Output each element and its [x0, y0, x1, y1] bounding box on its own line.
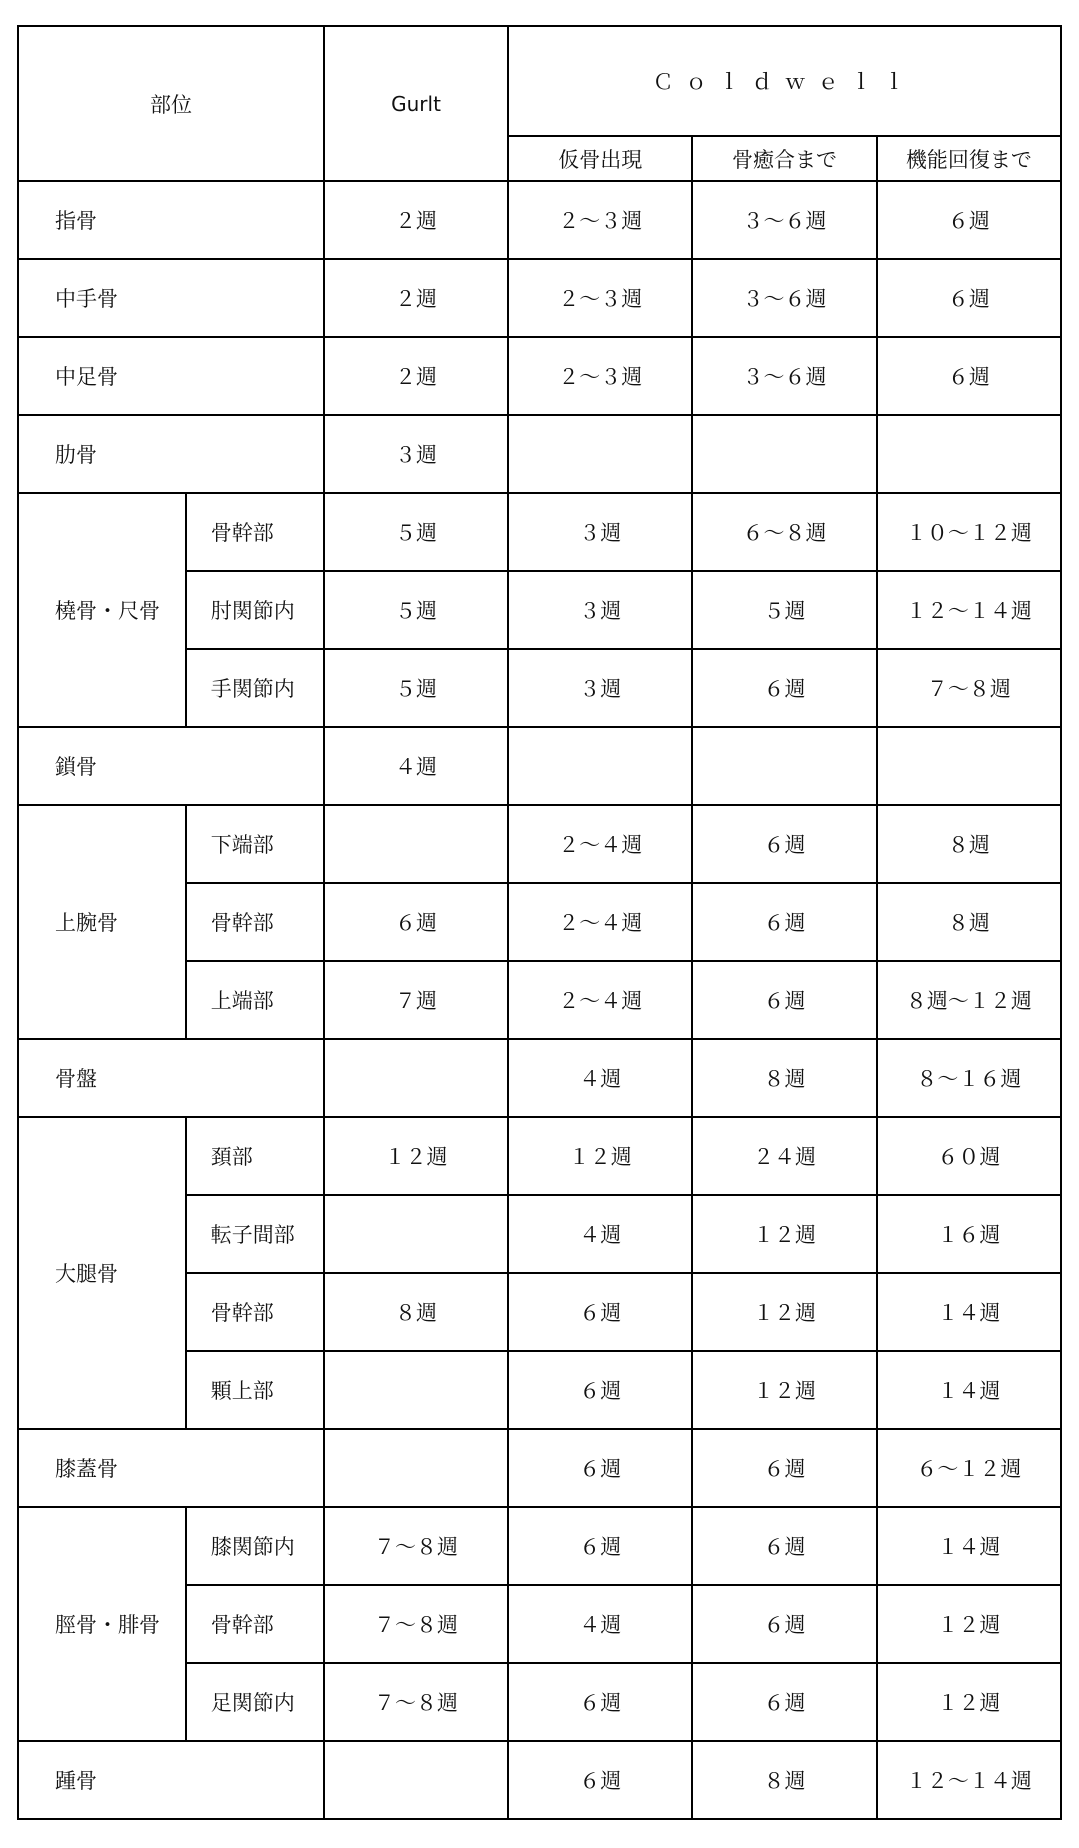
gurlt-cell: ５週	[324, 649, 508, 727]
subsite-cell: 足関節内	[186, 1663, 324, 1741]
table-row	[18, 259, 1061, 337]
union-cell: １２週	[692, 1351, 876, 1429]
subsite-cell: 骨幹部	[186, 493, 324, 571]
recovery-cell: ８週	[877, 883, 1061, 961]
gurlt-cell	[324, 1195, 508, 1273]
union-cell: １２週	[692, 1195, 876, 1273]
callus-cell: ６週	[508, 1429, 692, 1507]
site-cell: 中手骨	[18, 259, 324, 337]
callus-cell: ２〜４週	[508, 883, 692, 961]
union-cell: ２４週	[692, 1117, 876, 1195]
subsite-cell: 上端部	[186, 961, 324, 1039]
union-cell: ６週	[692, 1585, 876, 1663]
site-cell: 鎖骨	[18, 727, 324, 805]
recovery-cell: ６〜１２週	[877, 1429, 1061, 1507]
site-cell: 中足骨	[18, 337, 324, 415]
callus-cell: ２〜３週	[508, 181, 692, 259]
gurlt-cell: ２週	[324, 337, 508, 415]
header-gurlt: Gurlt	[324, 26, 508, 181]
subsite-cell: 転子間部	[186, 1195, 324, 1273]
union-cell: ６週	[692, 649, 876, 727]
table-row	[18, 1429, 1061, 1507]
site-cell: 大腿骨	[18, 1117, 186, 1429]
callus-cell: ６週	[508, 1663, 692, 1741]
table-row	[18, 805, 1061, 883]
union-cell: ５週	[692, 571, 876, 649]
union-cell: ６週	[692, 1507, 876, 1585]
subsite-cell: 骨幹部	[186, 883, 324, 961]
header-callus: 仮骨出現	[508, 136, 692, 181]
gurlt-cell	[324, 805, 508, 883]
subsite-cell: 頚部	[186, 1117, 324, 1195]
gurlt-cell: ７〜８週	[324, 1507, 508, 1585]
site-cell: 指骨	[18, 181, 324, 259]
union-cell: １２週	[692, 1273, 876, 1351]
callus-cell: ４週	[508, 1195, 692, 1273]
union-cell: ８週	[692, 1741, 876, 1819]
subsite-cell: 顆上部	[186, 1351, 324, 1429]
gurlt-cell: ５週	[324, 571, 508, 649]
callus-cell	[508, 415, 692, 493]
recovery-cell	[877, 727, 1061, 805]
union-cell: ３〜６週	[692, 337, 876, 415]
table-row	[18, 337, 1061, 415]
callus-cell: ６週	[508, 1507, 692, 1585]
recovery-cell: ６０週	[877, 1117, 1061, 1195]
site-cell: 肋骨	[18, 415, 324, 493]
gurlt-cell: ２週	[324, 181, 508, 259]
gurlt-cell: ７〜８週	[324, 1663, 508, 1741]
gurlt-cell: ３週	[324, 415, 508, 493]
table-row	[18, 493, 1061, 571]
table-row	[18, 1741, 1061, 1819]
callus-cell: ６週	[508, 1741, 692, 1819]
recovery-cell: １２〜１４週	[877, 1741, 1061, 1819]
gurlt-cell	[324, 1429, 508, 1507]
header-site: 部位	[18, 26, 324, 181]
recovery-cell: １２週	[877, 1663, 1061, 1741]
gurlt-cell	[324, 1039, 508, 1117]
recovery-cell: ７〜８週	[877, 649, 1061, 727]
callus-cell: ２〜３週	[508, 259, 692, 337]
gurlt-cell: ７〜８週	[324, 1585, 508, 1663]
header-coldwell: Ｃｏｌｄｗｅｌｌ	[508, 26, 1061, 136]
callus-cell: ２〜３週	[508, 337, 692, 415]
union-cell: ６週	[692, 805, 876, 883]
site-cell: 膝蓋骨	[18, 1429, 324, 1507]
gurlt-cell	[324, 1741, 508, 1819]
gurlt-cell	[324, 1351, 508, 1429]
union-cell: ６〜８週	[692, 493, 876, 571]
gurlt-cell: ５週	[324, 493, 508, 571]
callus-cell: ２〜４週	[508, 961, 692, 1039]
callus-cell: ６週	[508, 1273, 692, 1351]
callus-cell: １２週	[508, 1117, 692, 1195]
header-recovery: 機能回復まで	[877, 136, 1061, 181]
table-row	[18, 1039, 1061, 1117]
union-cell: ６週	[692, 1429, 876, 1507]
gurlt-cell: １２週	[324, 1117, 508, 1195]
subsite-cell: 下端部	[186, 805, 324, 883]
site-cell: 脛骨・腓骨	[18, 1507, 186, 1741]
union-cell: ３〜６週	[692, 181, 876, 259]
gurlt-cell: ６週	[324, 883, 508, 961]
recovery-cell: １６週	[877, 1195, 1061, 1273]
union-cell	[692, 727, 876, 805]
recovery-cell: ６週	[877, 337, 1061, 415]
callus-cell: ３週	[508, 571, 692, 649]
table-row	[18, 1507, 1061, 1585]
union-cell: ６週	[692, 883, 876, 961]
header-row	[18, 26, 1061, 136]
recovery-cell: １２週	[877, 1585, 1061, 1663]
recovery-cell: ８週	[877, 805, 1061, 883]
subsite-cell: 手関節内	[186, 649, 324, 727]
table-row	[18, 727, 1061, 805]
subsite-cell: 肘関節内	[186, 571, 324, 649]
callus-cell: ３週	[508, 649, 692, 727]
site-cell: 踵骨	[18, 1741, 324, 1819]
gurlt-cell: ２週	[324, 259, 508, 337]
callus-cell: ３週	[508, 493, 692, 571]
gurlt-cell: ７週	[324, 961, 508, 1039]
callus-cell: ６週	[508, 1351, 692, 1429]
union-cell: ６週	[692, 1663, 876, 1741]
callus-cell: ４週	[508, 1585, 692, 1663]
union-cell: ８週	[692, 1039, 876, 1117]
gurlt-cell: ４週	[324, 727, 508, 805]
site-cell: 橈骨・尺骨	[18, 493, 186, 727]
union-cell: ６週	[692, 961, 876, 1039]
gurlt-cell: ８週	[324, 1273, 508, 1351]
recovery-cell: ６週	[877, 259, 1061, 337]
site-cell: 骨盤	[18, 1039, 324, 1117]
callus-cell: ２〜４週	[508, 805, 692, 883]
recovery-cell: ８週〜１２週	[877, 961, 1061, 1039]
fracture-healing-table	[17, 25, 1062, 1820]
recovery-cell: １４週	[877, 1351, 1061, 1429]
union-cell: ３〜６週	[692, 259, 876, 337]
recovery-cell: １４週	[877, 1507, 1061, 1585]
recovery-cell	[877, 415, 1061, 493]
subsite-cell: 膝関節内	[186, 1507, 324, 1585]
callus-cell	[508, 727, 692, 805]
subsite-cell: 骨幹部	[186, 1585, 324, 1663]
recovery-cell: ８〜１６週	[877, 1039, 1061, 1117]
header-union: 骨癒合まで	[692, 136, 876, 181]
recovery-cell: １２〜１４週	[877, 571, 1061, 649]
union-cell	[692, 415, 876, 493]
recovery-cell: １０〜１２週	[877, 493, 1061, 571]
recovery-cell: ６週	[877, 181, 1061, 259]
callus-cell: ４週	[508, 1039, 692, 1117]
table-row	[18, 1117, 1061, 1195]
table-row	[18, 415, 1061, 493]
subsite-cell: 骨幹部	[186, 1273, 324, 1351]
recovery-cell: １４週	[877, 1273, 1061, 1351]
table-row	[18, 181, 1061, 259]
site-cell: 上腕骨	[18, 805, 186, 1039]
